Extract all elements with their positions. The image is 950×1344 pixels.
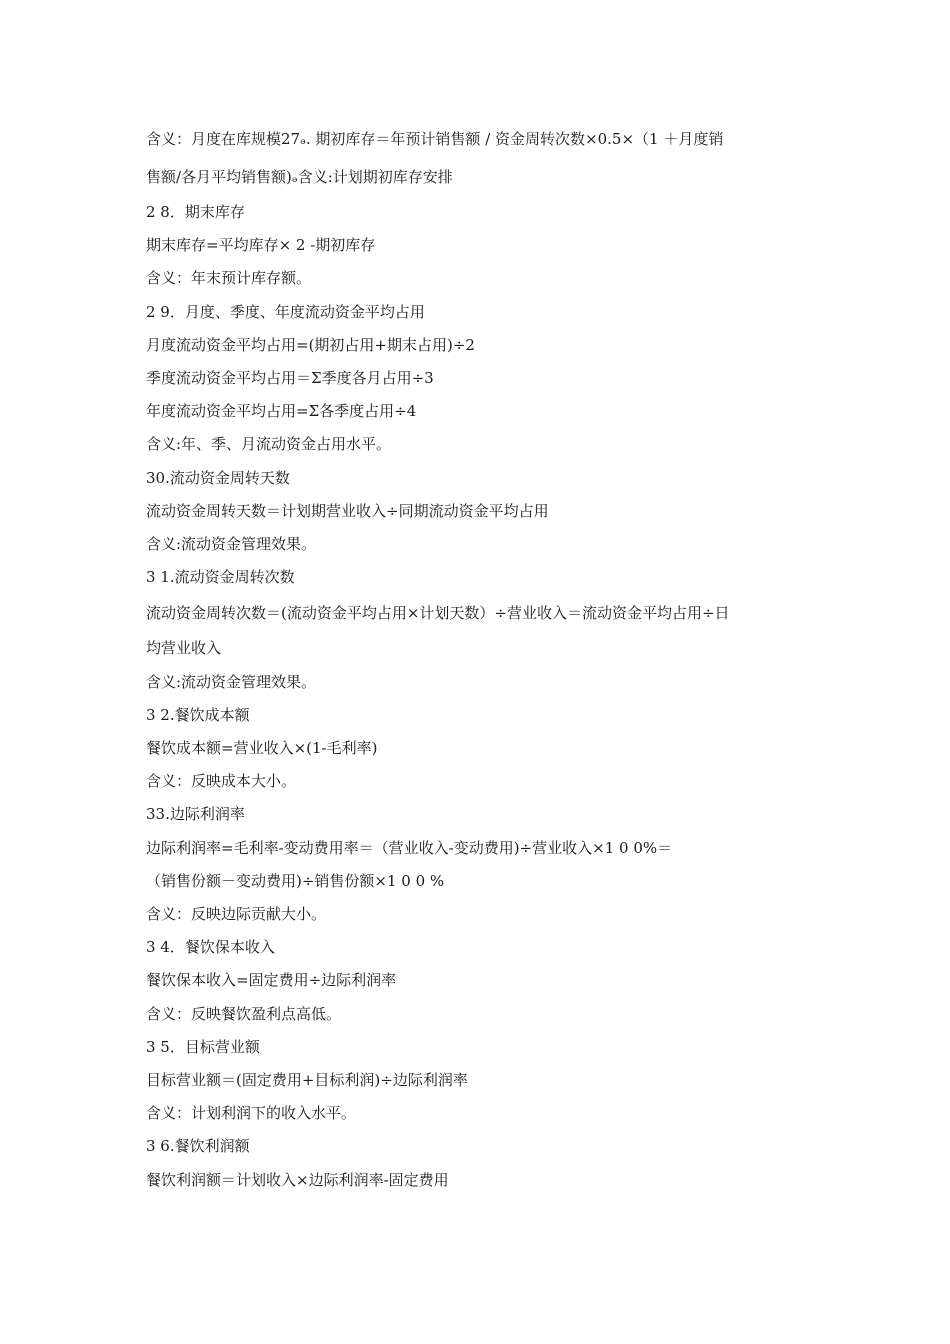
section-heading: 3 6.餐饮利润额 — [146, 1137, 250, 1156]
formula-line: 季度流动资金平均占用＝Σ季度各月占用÷3 — [146, 369, 434, 388]
formula-line: 期末库存=平均库存× 2 -期初库存 — [146, 236, 376, 255]
section-heading: 2 9．月度、季度、年度流动资金平均占用 — [146, 302, 425, 321]
formula-line: 边际利润率=毛利率-变动费用率＝（营业收入-变动费用)÷营业收入×1 0 0%＝ — [146, 838, 673, 857]
formula-line: 餐饮成本额=营业收入×(1-毛利率) — [146, 739, 378, 758]
meaning-line: 含义：反映成本大小。 — [146, 772, 297, 791]
meaning-line: 含义:年、季、月流动资金占用水平。 — [146, 435, 392, 454]
meaning-line: 含义：反映边际贡献大小。 — [146, 905, 327, 924]
meaning-line: 含义：反映餐饮盈利点高低。 — [146, 1004, 342, 1023]
formula-line: （销售份额－变动费用)÷销售份额×1 0 0 % — [146, 871, 445, 890]
section-heading: 3 4．餐饮保本收入 — [146, 938, 275, 957]
meaning-line: 含义:流动资金管理效果。 — [146, 535, 317, 554]
formula-line: 年度流动资金平均占用=Σ各季度占用÷4 — [146, 402, 417, 421]
meaning-line: 含义：计划利润下的收入水平。 — [146, 1104, 357, 1123]
meaning-line: 含义：年末预计库存额。 — [146, 269, 312, 288]
formula-line: 均营业收入 — [146, 639, 222, 658]
section-heading: 30.流动资金周转天数 — [146, 468, 290, 487]
formula-line: 月度流动资金平均占用=(期初占用+期末占用)÷2 — [146, 335, 475, 354]
section-heading: 3 5．目标营业额 — [146, 1037, 260, 1056]
section-heading: 3 1.流动资金周转次数 — [146, 568, 295, 587]
text-line: 售额/各月平均销售额)ₔ含义:计划期初库存安排 — [146, 168, 453, 186]
formula-line: 流动资金周转天数＝计划期营业收入÷同期流动资金平均占用 — [146, 501, 549, 520]
section-heading: 2 8．期末库存 — [146, 203, 245, 221]
formula-line: 目标营业额＝(固定费用+目标利润)÷边际利润率 — [146, 1071, 468, 1090]
formula-line: 餐饮利润额＝计划收入×边际利润率-固定费用 — [146, 1170, 449, 1189]
text-line: 含义：月度在库规模27ₔ. 期初库存＝年预计销售额 / 资金周转次数×0.5×（1 ＋月度销 — [146, 130, 724, 148]
formula-line: 餐饮保本收入=固定费用÷边际利润率 — [146, 971, 397, 990]
section-heading: 3 2.餐饮成本额 — [146, 705, 250, 724]
document-body — [146, 120, 816, 1197]
formula-line: 流动资金周转次数＝(流动资金平均占用×计划天数）÷营业收入＝流动资金平均占用÷日 — [146, 604, 730, 623]
meaning-line: 含义:流动资金管理效果。 — [146, 672, 317, 691]
section-heading: 33.边际利润率 — [146, 805, 245, 824]
